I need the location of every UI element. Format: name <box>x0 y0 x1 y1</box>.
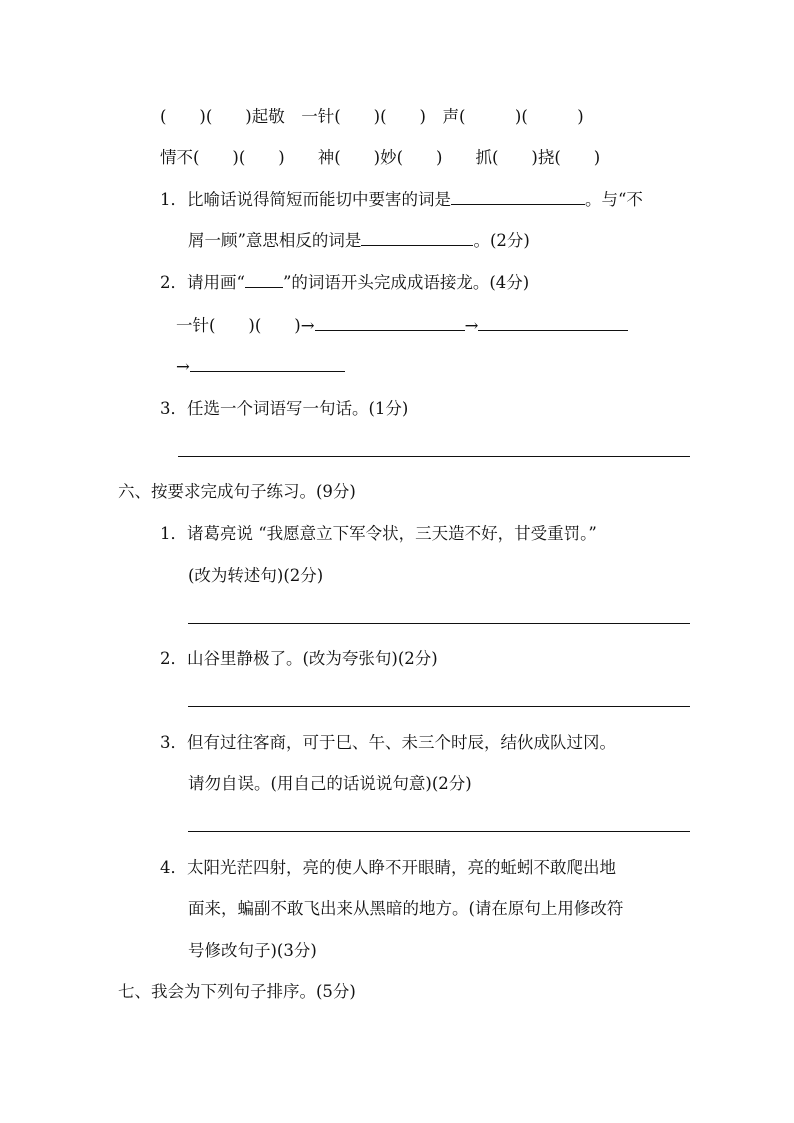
question-text: 。与“不 <box>585 190 643 209</box>
answer-blank[interactable] <box>451 190 585 205</box>
question-text: 2．请用画“ <box>160 273 245 292</box>
question-6-1-line-1: 1．诸葛亮说 “我愿意立下军令状，三天造不好，甘受重罚。” <box>160 524 597 543</box>
question-6-3-line-2: 请勿自误。(用自己的话说说句意)(2分) <box>188 774 472 793</box>
chain-start: 一针( )( )→ <box>176 316 315 335</box>
chain-line-1 <box>176 315 628 337</box>
question-5-1-line-1 <box>160 189 643 211</box>
arrow-icon: → <box>464 316 479 335</box>
answer-line[interactable] <box>188 623 690 624</box>
question-text: 1．比喻话说得简短而能切中要害的词是 <box>160 190 451 209</box>
question-6-4-line-2: 面来，蝙副不敢飞出来从黑暗的地方。(请在原句上用修改符 <box>188 899 624 918</box>
section-7-title: 七、我会为下列句子排序。(5分) <box>118 982 356 1001</box>
underline-sample <box>245 273 283 288</box>
question-text: 屑一顾”意思相反的词是 <box>188 231 362 250</box>
arrow-icon: → <box>176 357 190 376</box>
answer-line[interactable] <box>178 456 690 457</box>
answer-blank[interactable] <box>315 316 465 331</box>
question-6-3-line-1: 3．但有过往客商，可于巳、午、未三个时辰，结伙成队过冈。 <box>160 733 616 752</box>
question-6-2: 2．山谷里静极了。(改为夸张句)(2分) <box>160 649 438 668</box>
question-text: ”的词语开头完成成语接龙。(4分) <box>282 273 530 292</box>
chain-line-2 <box>176 356 345 378</box>
question-6-4-line-1: 4．太阳光茫四射，亮的使人睁不开眼睛，亮的蚯蚓不敢爬出地 <box>160 858 616 877</box>
answer-blank[interactable] <box>478 316 628 331</box>
question-6-4-line-3: 号修改句子)(3分) <box>188 941 317 960</box>
question-text: 。(2分) <box>473 231 530 250</box>
question-5-2 <box>160 272 529 294</box>
question-5-1-line-2 <box>188 230 530 252</box>
idiom-row-1: ( )( )起敬 一针( )( ) 声( )( ) <box>160 107 584 126</box>
idiom-row-2: 情不( )( ) 神( )妙( ) 抓( )挠( ) <box>160 148 601 167</box>
answer-line[interactable] <box>188 706 690 707</box>
question-6-1-line-2: (改为转述句)(2分) <box>188 566 324 585</box>
answer-blank[interactable] <box>190 357 345 372</box>
question-5-3: 3．任选一个词语写一句话。(1分) <box>160 399 409 418</box>
answer-blank[interactable] <box>361 231 473 246</box>
section-6-title: 六、按要求完成句子练习。(9分) <box>118 482 356 501</box>
answer-line[interactable] <box>188 831 690 832</box>
